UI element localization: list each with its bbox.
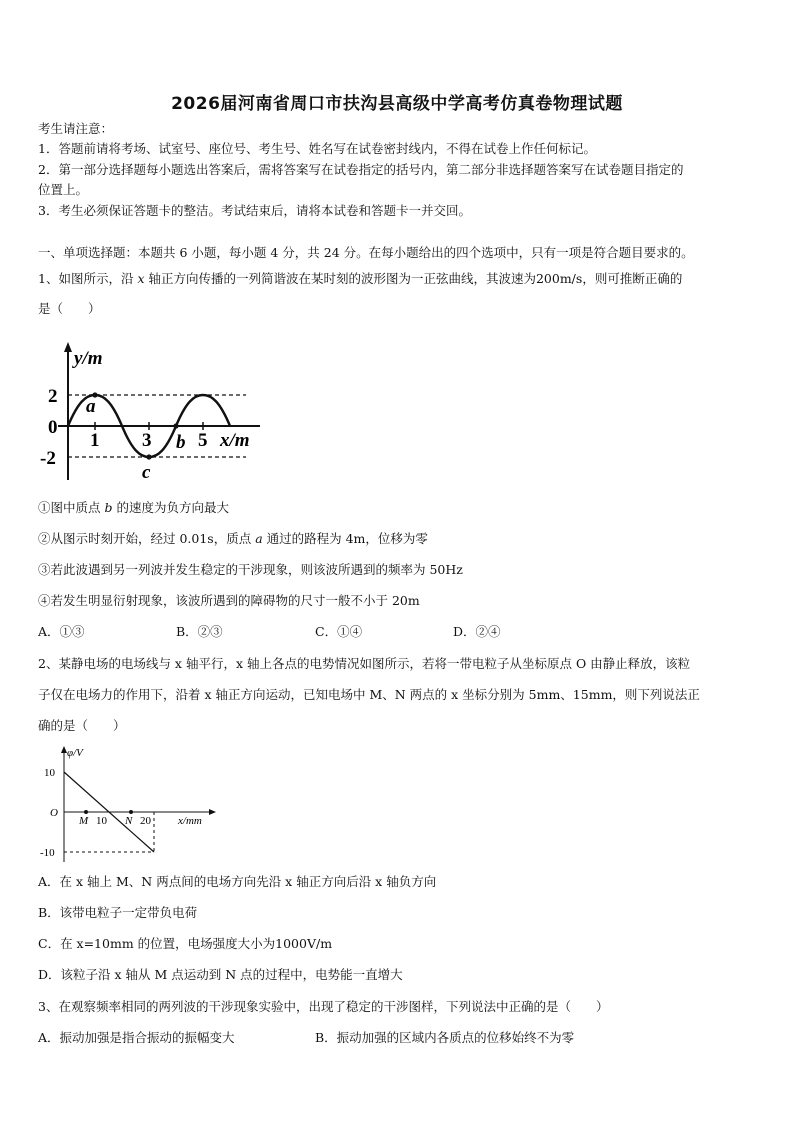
q1-statement-4: ④若发生明显衍射现象，该波所遇到的障碍物的尺寸一般不小于 20m (38, 593, 420, 608)
point-c (146, 454, 151, 459)
x-tick-1: 1 (90, 430, 100, 451)
q1-stem: 1、如图所示，沿 x 轴正方向传播的一列简谐波在某时刻的波形图为一正弦曲线，其波速为200m/s，则可推断正确的 (38, 271, 683, 286)
q1-option-c[interactable]: C．①④ (315, 624, 363, 639)
q1-option-a[interactable]: A．①③ (38, 624, 85, 639)
label-m: M (79, 815, 89, 827)
x-axis-label: x/m (220, 430, 250, 451)
point-n (129, 810, 133, 814)
notice-item-1: 1．答题前请将考场、试室号、座位号、考生号、姓名写在试卷密封线内，不得在试卷上作任何标记。 (38, 141, 596, 156)
y-tick-2: 2 (48, 386, 58, 407)
q2-option-c[interactable]: C．在 x=10mm 的位置，电场强度大小为1000V/m (38, 936, 333, 951)
q1-stem-cont: 是（ ） (38, 301, 101, 316)
q1-option-b[interactable]: B．②③ (176, 624, 223, 639)
q2-potential-figure (36, 744, 226, 864)
phi-tick-neg10: -10 (40, 847, 55, 859)
q2-option-a[interactable]: A．在 x 轴上 M、N 两点间的电场方向先沿 x 轴正方向后沿 x 轴负方向 (38, 874, 437, 889)
q1-option-d[interactable]: D．②④ (453, 624, 501, 639)
q1-statement-1: ①图中质点 b 的速度为负方向最大 (38, 500, 229, 515)
x-tick-10: 10 (96, 815, 107, 827)
q2-stem-3: 确的是（ ） (38, 718, 126, 733)
q2-option-b[interactable]: B．该带电粒子一定带负电荷 (38, 905, 198, 920)
page-title: 2026届河南省周口市扶沟县高级中学高考仿真卷物理试题 (171, 94, 623, 114)
x-tick-3: 3 (142, 430, 152, 451)
y-tick-0: 0 (48, 417, 58, 438)
point-b (173, 423, 178, 428)
section-heading: 一、单项选择题：本题共 6 小题，每小题 4 分，共 24 分。在每小题给出的四个选项中，只有一项是符合题目要求的。 (38, 245, 694, 260)
x-tick-5: 5 (198, 430, 208, 451)
q2-stem-1: 2、某静电场的电场线与 x 轴平行，x 轴上各点的电势情况如图所示，若将一带电粒子从坐标原点 O 由静止释放，该粒 (38, 656, 691, 671)
notice-item-2: 2．第一部分选择题每小题选出答案后，需将答案写在试卷指定的括号内，第二部分非选择题答案写在试卷题目指定的 (38, 162, 684, 177)
q3-option-b[interactable]: B．振动加强的区域内各质点的位移始终不为零 (315, 1030, 575, 1045)
notice-item-3: 3．考生必须保证答题卡的整洁。考试结束后，请将本试卷和答题卡一并交回。 (38, 203, 471, 218)
q1-wave-figure (40, 340, 270, 490)
q3-stem: 3、在观察频率相同的两列波的干涉现象实验中，出现了稳定的干涉图样，下列说法中正确的是（ ） (38, 999, 609, 1014)
q1-statement-3: ③若此波遇到另一列波并发生稳定的干涉现象，则该波所遇到的频率为 50Hz (38, 562, 463, 577)
q1-statement-2: ②从图示时刻开始，经过 0.01s，质点 a 通过的路程为 4m，位移为零 (38, 531, 428, 546)
q3-option-a[interactable]: A．振动加强是指合振动的振幅变大 (38, 1030, 235, 1045)
label-n: N (125, 815, 133, 827)
y-tick-neg2: -2 (40, 448, 56, 469)
origin-label: O (50, 807, 58, 819)
label-b: b (176, 432, 186, 453)
notice-item-2-cont: 位置上。 (38, 182, 89, 197)
q2-stem-2: 子仅在电场力的作用下，沿着 x 轴正方向运动，已知电场中 M、N 两点的 x 坐标分别为 5mm、15mm，则下列说法正 (38, 687, 700, 702)
x-tick-20: 20 (140, 815, 151, 827)
label-c: c (142, 462, 151, 483)
notice-heading: 考生请注意： (38, 121, 114, 136)
point-m (84, 810, 88, 814)
q2-option-d[interactable]: D．该粒子沿 x 轴从 M 点运动到 N 点的过程中，电势能一直增大 (38, 967, 403, 982)
phi-axis-label: φ/V (67, 747, 83, 759)
label-a: a (86, 396, 96, 417)
x-mm-axis-label: x/mm (178, 815, 202, 827)
phi-tick-10: 10 (44, 767, 55, 779)
y-axis-label: y/m (74, 348, 103, 369)
